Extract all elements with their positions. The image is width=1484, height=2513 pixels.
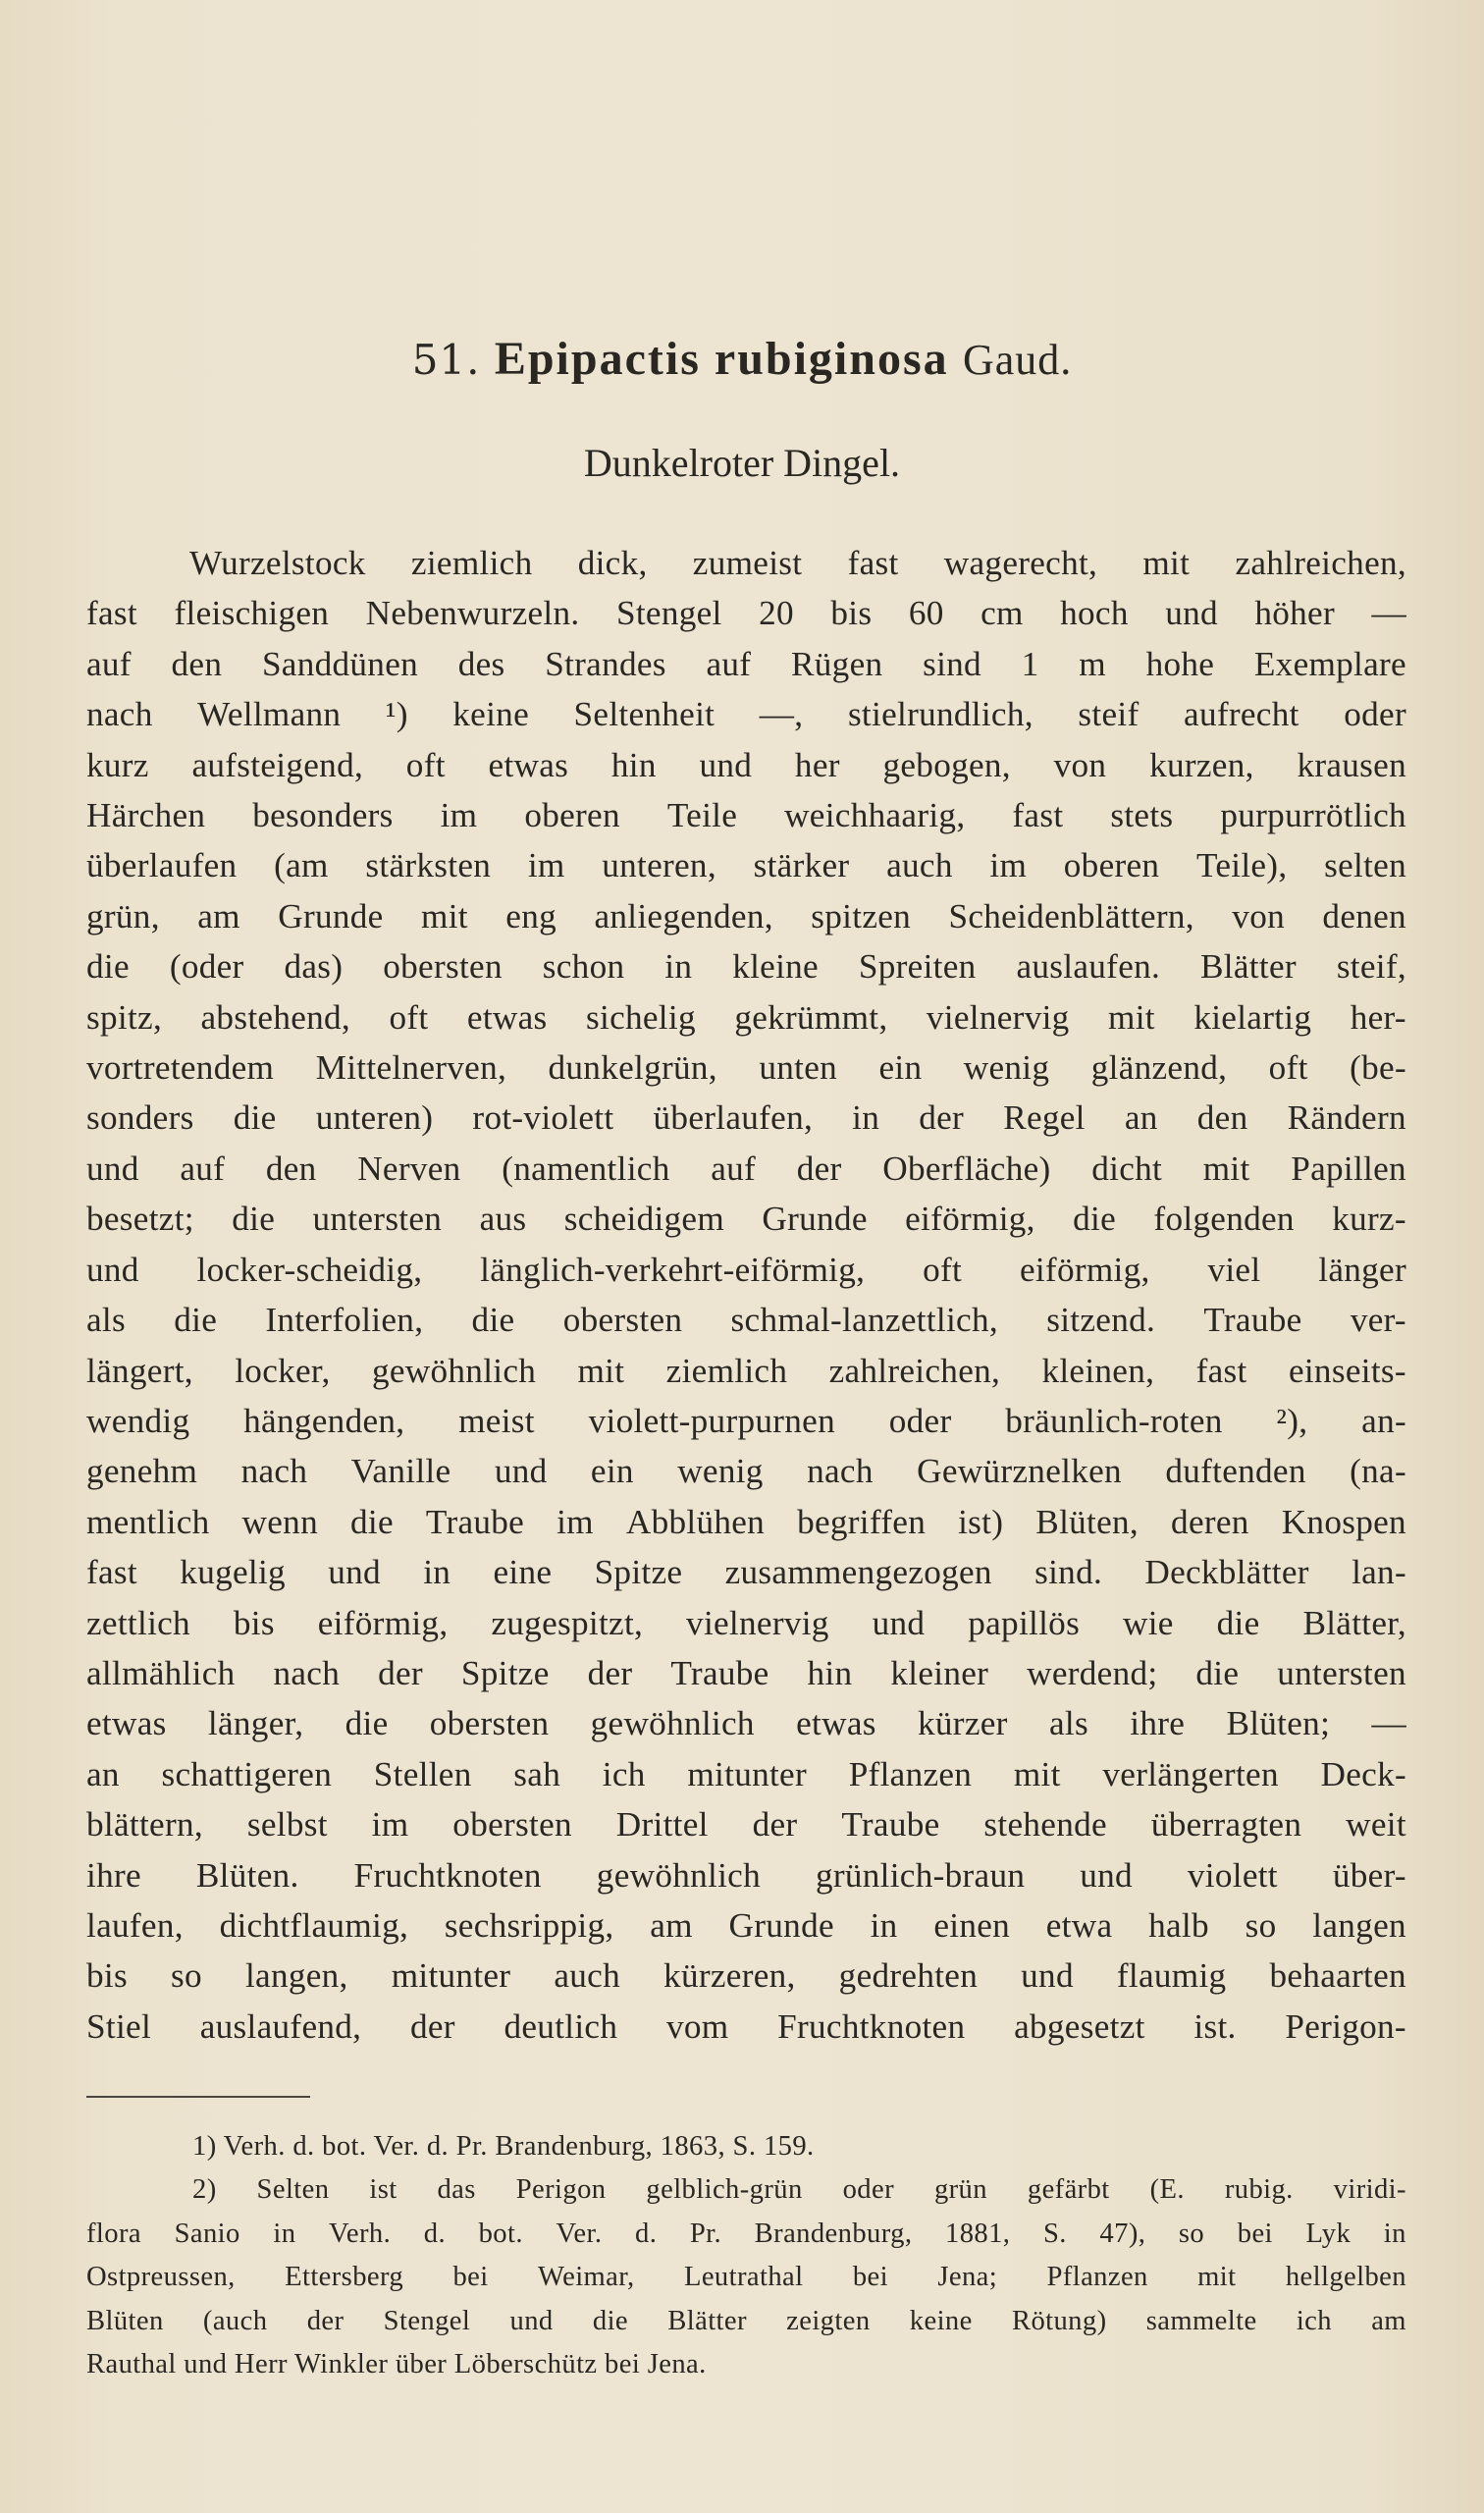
body-line: und auf den Nerven (namentlich auf der Oberfläche) dicht mit Papillen — [86, 1149, 1406, 1188]
footnote-1: 1) Verh. d. bot. Ver. d. Pr. Brandenburg, 1863, S. 159. — [192, 2131, 815, 2162]
body-line: als die Interfolien, die obersten schmal-lanzettlich, sitzend. Traube ver- — [86, 1301, 1406, 1340]
body-line: und locker-scheidig, länglich-verkehrt-eiförmig, oft eiförmig, viel länger — [86, 1250, 1406, 1289]
footnotes — [86, 2125, 1406, 2386]
body-line: allmählich nach der Spitze der Traube hin kleiner werdend; die untersten — [86, 1653, 1406, 1692]
body-line: ihre Blüten. Fruchtknoten gewöhnlich grünlich-braun und violett über- — [86, 1855, 1406, 1895]
body-line: vortretendem Mittelnerven, dunkelgrün, unten ein wenig glänzend, oft (be- — [86, 1048, 1406, 1088]
body-line: spitz, abstehend, oft etwas sichelig gekrümmt, vielnervig mit kielartig her- — [86, 997, 1406, 1037]
body-line: fast kugelig und in eine Spitze zusammengezogen sind. Deckblätter lan- — [86, 1553, 1406, 1592]
body-line: längert, locker, gewöhnlich mit ziemlich zahlreichen, kleinen, fast einseits- — [86, 1351, 1406, 1390]
body-line: grün, am Grunde mit eng anliegenden, spitzen Scheidenblättern, von denen — [86, 896, 1406, 936]
body-line: sonders die unteren) rot-violett überlaufen, in der Regel an den Rändern — [86, 1098, 1406, 1138]
body-line: Wurzelstock ziemlich dick, zumeist fast wagerecht, mit zahlreichen, — [189, 544, 1406, 582]
body-line: genehm nach Vanille und ein wenig nach Gewürznelken duftenden (na- — [86, 1452, 1406, 1491]
body-line: auf den Sanddünen des Strandes auf Rügen sind 1 m hohe Exemplare — [86, 644, 1406, 683]
body-line: mentlich wenn die Traube im Abblühen begriffen ist) Blüten, deren Knospen — [86, 1502, 1406, 1541]
body-line: überlaufen (am stärksten im unteren, stärker auch im oberen Teile), selten — [86, 846, 1406, 885]
body-line: fast fleischigen Nebenwurzeln. Stengel 20 bis 60 cm hoch und höher — — [86, 594, 1406, 633]
body-line: Härchen besonders im oberen Teile weichhaarig, fast stets purpurrötlich — [86, 796, 1406, 835]
body-line: bis so langen, mitunter auch kürzeren, gedrehten und flaumig behaarten — [86, 1956, 1406, 1996]
species-author: Gaud. — [963, 336, 1073, 384]
body-line: an schattigeren Stellen sah ich mitunter Pflanzen mit verlängerten Deck- — [86, 1754, 1406, 1793]
body-line: besetzt; die untersten aus scheidigem Grunde eiförmig, die folgenden kurz- — [86, 1200, 1406, 1239]
footnote-2-line: 2) Selten ist das Perigon gelblich-grün oder grün gefärbt (E. rubig. viridi- — [192, 2174, 1406, 2206]
species-name: Epipactis rubiginosa — [494, 333, 949, 385]
footnote-2-line: Ostpreussen, Ettersberg bei Weimar, Leutrathal bei Jena; Pflanzen mit hellgelben — [86, 2262, 1406, 2293]
body-line: zettlich bis eiförmig, zugespitzt, vielnervig und papillös wie die Blätter, — [86, 1603, 1406, 1642]
species-heading — [0, 332, 1484, 386]
footnote-2-line: flora Sanio in Verh. d. bot. Ver. d. Pr. Brandenburg, 1881, S. 47), so bei Lyk in — [86, 2218, 1406, 2249]
body-line: kurz aufsteigend, oft etwas hin und her gebogen, von kurzen, krausen — [86, 745, 1406, 784]
body-line: laufen, dichtflaumig, sechsrippig, am Grunde in einen etwa halb so langen — [86, 1905, 1406, 1945]
body-line: blättern, selbst im obersten Drittel der Traube stehende überragten weit — [86, 1805, 1406, 1845]
footnote-2-line: Rauthal und Herr Winkler über Löberschütz bei Jena. — [86, 2349, 707, 2380]
body-line: wendig hängenden, meist violett-purpurnen oder bräunlich-roten ²), an- — [86, 1401, 1406, 1440]
species-number: 51. — [411, 336, 481, 384]
footnote-divider — [86, 2096, 310, 2098]
common-name: Dunkelroter Dingel. — [583, 441, 901, 485]
body-paragraph — [86, 538, 1406, 2052]
footnote-2-line: Blüten (auch der Stengel und die Blätter zeigten keine Rötung) sammelte ich am — [86, 2305, 1406, 2336]
body-line: nach Wellmann ¹) keine Seltenheit —, stielrundlich, steif aufrecht oder — [86, 695, 1406, 734]
body-line: Stiel auslaufend, der deutlich vom Fruchtknoten abgesetzt ist. Perigon- — [86, 2006, 1406, 2046]
body-line: etwas länger, die obersten gewöhnlich etwas kürzer als ihre Blüten; — — [86, 1704, 1406, 1743]
body-line: die (oder das) obersten schon in kleine Spreiten auslaufen. Blätter steif, — [86, 947, 1406, 987]
